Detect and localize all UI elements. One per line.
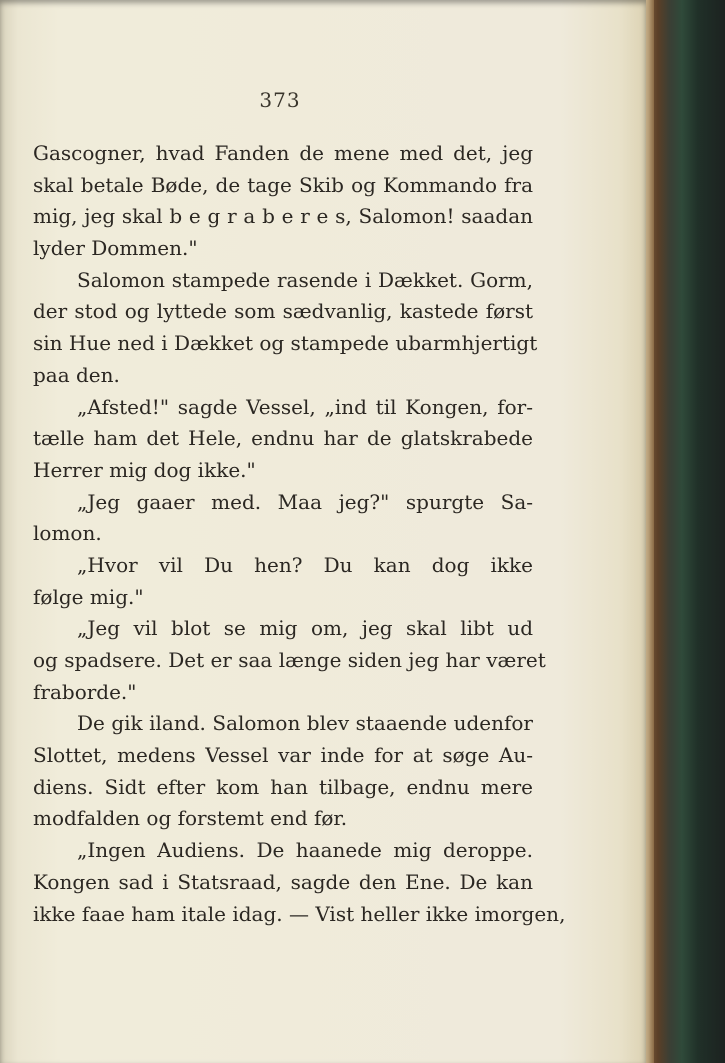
- text-line: sin Hue ned i Dækket og stampede ubarmhjertigt: [33, 331, 538, 356]
- text-line: Kongen sad i Statsraad, sagde den Ene. De kan: [33, 869, 533, 894]
- text-line: „Afsted!" sagde Vessel, „ind til Kongen, for-: [77, 394, 533, 419]
- text-line: der stod og lyttede som sædvanlig, kastede først: [33, 299, 533, 324]
- text-line: „Jeg vil blot se mig om, jeg skal libt ud: [77, 616, 533, 641]
- page-number: 373: [259, 88, 301, 112]
- text-line: skal betale Bøde, de tage Skib og Kommando fra: [33, 172, 533, 197]
- text-line: „Ingen Audiens. De haanede mig deroppe.: [77, 838, 533, 863]
- text-line: følge mig.": [33, 584, 144, 609]
- text-line: „Jeg gaaer med. Maa jeg?" spurgte Sa-: [77, 489, 533, 514]
- text-line: Herrer mig dog ikke.": [33, 457, 256, 482]
- text-line: og spadsere. Det er saa længe siden jeg har været: [33, 648, 546, 672]
- text-line: tælle ham det Hele, endnu har de glatskrabede: [33, 426, 533, 451]
- text-line: Salomon stampede rasende i Dækket. Gorm,: [77, 267, 533, 292]
- book-spine: [648, 0, 725, 1063]
- text-line: Slottet, medens Vessel var inde for at søge Au-: [33, 743, 533, 768]
- text-line: lyder Dommen.": [33, 236, 198, 261]
- text-line: mig, jeg skal b e g r a b e r e s, Salomon! saadan: [33, 204, 533, 229]
- text-line: fraborde.": [33, 679, 137, 704]
- text-line: Gascogner, hvad Fanden de mene med det, jeg: [33, 141, 533, 165]
- text-line: „Hvor vil Du hen? Du kan dog ikke: [77, 552, 533, 577]
- text-line: diens. Sidt efter kom han tilbage, endnu mere: [33, 774, 533, 799]
- text-line: lomon.: [33, 521, 102, 546]
- text-line: paa den.: [33, 362, 120, 387]
- body-text: [33, 138, 566, 930]
- text-line: modfalden og forstemt end før.: [33, 806, 348, 831]
- text-line: De gik iland. Salomon blev staaende udenfor: [77, 711, 533, 736]
- text-line: ikke faae ham itale idag. — Vist heller ikke imorgen,: [33, 901, 566, 926]
